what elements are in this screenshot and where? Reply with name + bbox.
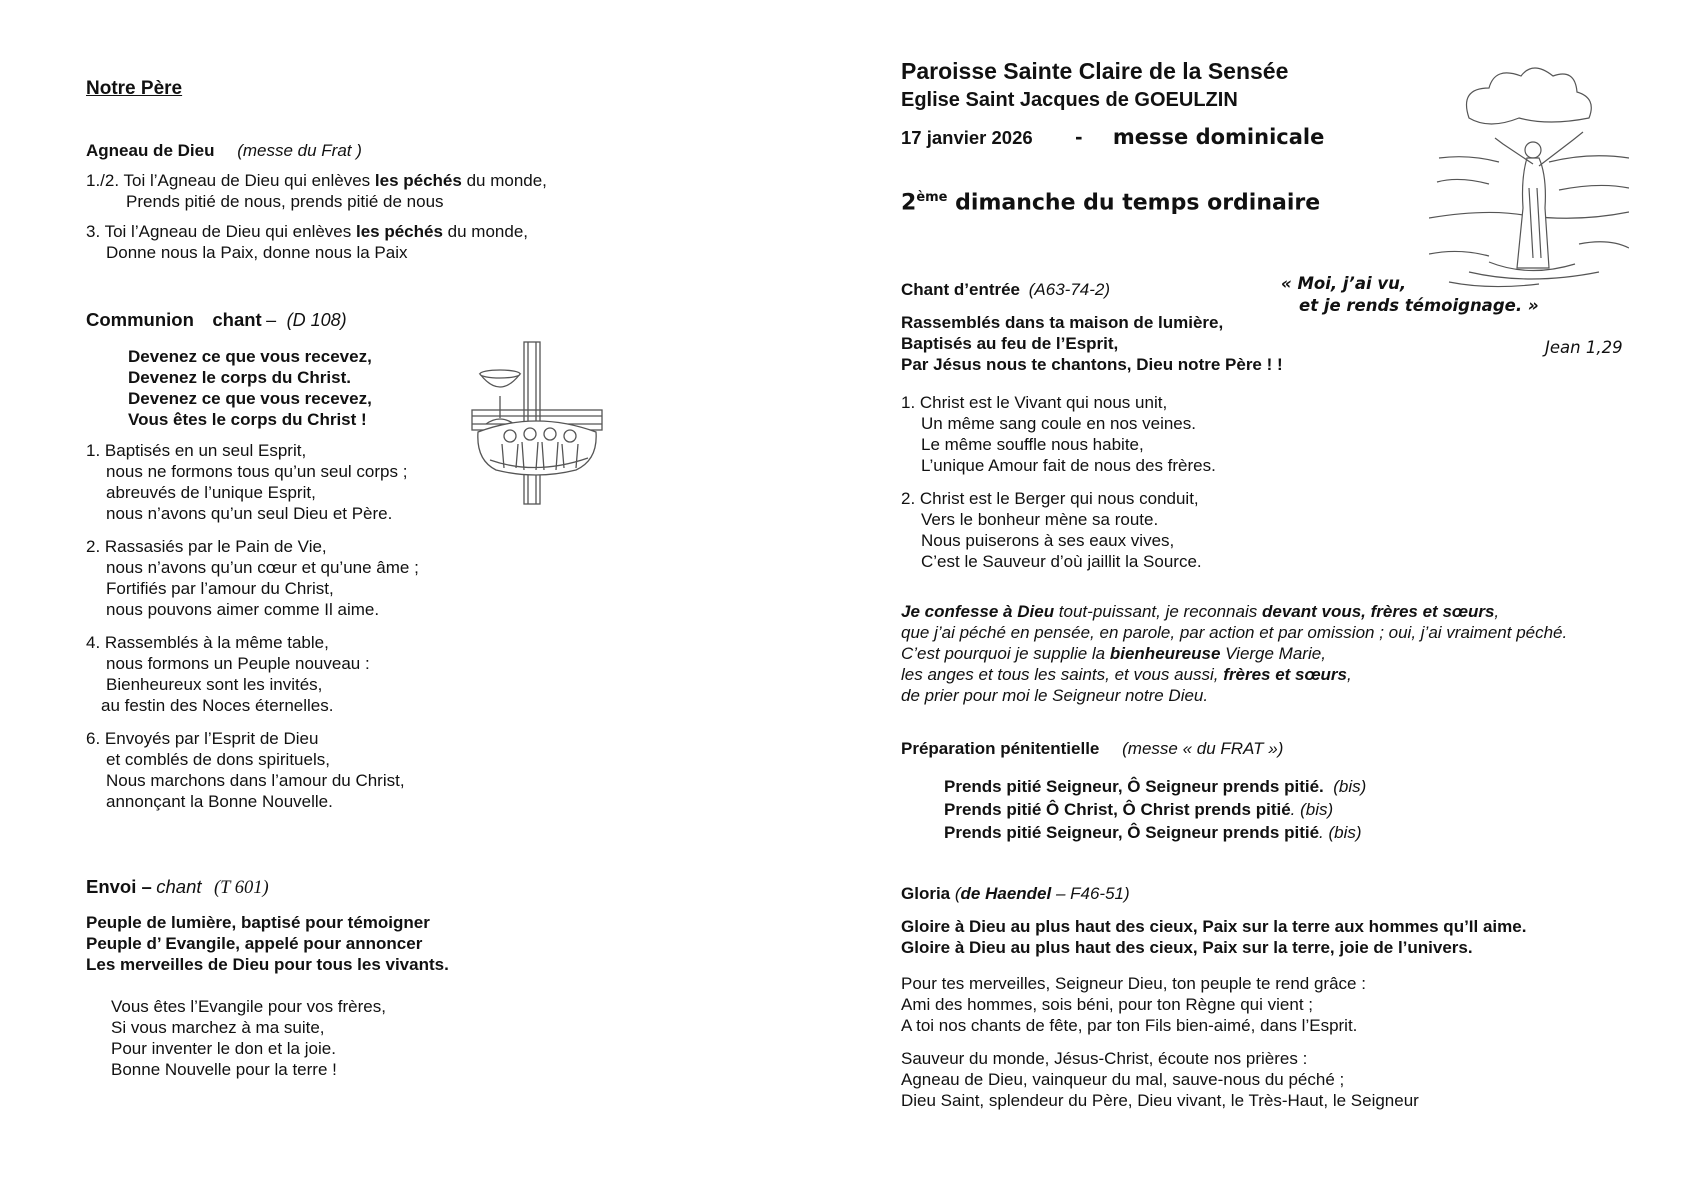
- mass-date: 17 janvier 2026: [901, 127, 1033, 148]
- mass-date-line: [901, 124, 1324, 150]
- communion-verses: [86, 440, 419, 812]
- envoi-ref: (T 601): [213, 878, 269, 898]
- penitentielle-line-3: Prends pitié Seigneur, Ô Seigneur prends pitié. (bis): [944, 823, 1362, 842]
- penitentielle-line-1: Prends pitié Seigneur, Ô Seigneur prends pitié. (bis): [944, 777, 1367, 796]
- confiteor-line-4: les anges et tous les saints, et vous aussi, frères et sœurs,: [901, 665, 1352, 684]
- confiteor: [901, 601, 1567, 706]
- penitentielle-ref: (messe « du FRAT »): [1122, 739, 1284, 758]
- envoi-refrain: Peuple de lumière, baptisé pour témoigner Peuple d’ Evangile, appelé pour annoncer Les merveilles de Dieu pour tous les vivants.: [86, 913, 449, 974]
- envoi-chant: chant: [156, 876, 202, 897]
- gloria-verse-1: Pour tes merveilles, Seigneur Dieu, ton peuple te rend grâce : Ami des hommes, sois béni, pour ton Règne qui vient ; A toi nos chants de fête, par ton Fils bien-aimé, dans l’Esprit.: [901, 974, 1366, 1035]
- communion-ref: (D 108): [286, 310, 347, 330]
- gloria-verse-2: Sauveur du monde, Jésus-Christ, écoute nos prières : Agneau de Dieu, vainqueur du mal, sauve-nous du péché ; Dieu Saint, splendeur du Père, Dieu vivant, le Très-Haut, le Seigneur: [901, 1049, 1419, 1110]
- communion-dash: –: [266, 310, 277, 330]
- sunday-title: 2ème dimanche du temps ordinaire: [901, 190, 1321, 216]
- entree-ref: (A63-74-2): [1028, 280, 1111, 299]
- communion-verse-4: 4. Rassemblés à la même table, nous formons un Peuple nouveau : Bienheureux sont les invités, au festin des Noces éternelles.: [86, 633, 370, 715]
- penitentielle-lines: [944, 775, 1366, 844]
- mass-dash: -: [1075, 124, 1083, 149]
- left-page: [0, 0, 841, 1190]
- quote-line-2: et je rends témoignage. »: [1299, 296, 1539, 315]
- communion-verse-2: 2. Rassasiés par le Pain de Vie, nous n’avons qu’un cœur et qu’une âme ; Fortifiés par l’amour du Christ, nous pouvons aimer comme Il aime.: [86, 537, 419, 619]
- parish-name: Paroisse Sainte Claire de la Sensée: [901, 58, 1289, 84]
- confiteor-line-5: de prier pour moi le Seigneur notre Dieu.: [901, 686, 1209, 705]
- communion-refrain: Devenez ce que vous recevez, Devenez le corps du Christ. Devenez ce que vous recevez, Vous êtes le corps du Christ !: [128, 347, 372, 429]
- quote-line-1: « Moi, j’ai vu,: [1281, 274, 1407, 293]
- church-name: Eglise Saint Jacques de GOEULZIN: [901, 89, 1238, 111]
- agneau-note: (messe du Frat ): [237, 141, 362, 160]
- entree-verses: [901, 392, 1216, 572]
- baptism-illustration: [1429, 58, 1629, 290]
- entree-verse-2: 2. Christ est le Berger qui nous conduit, Vers le bonheur mène sa route. Nous puiserons à ses eaux vives, C’est le Sauveur d’où jaillit la Source.: [901, 489, 1202, 571]
- entree-verse-1: 1. Christ est le Vivant qui nous unit, Un même sang coule en nos veines. Le même souffle nous habite, L’unique Amour fait de nous des frères.: [901, 393, 1216, 475]
- chalice-cross-illustration: [466, 340, 608, 508]
- gloria-heading: [901, 884, 1130, 904]
- agneau-verse-3-line2: Donne nous la Paix, donne nous la Paix: [106, 243, 408, 262]
- mass-type: messe dominicale: [1112, 125, 1325, 149]
- penitentielle-title: Préparation pénitentielle: [901, 739, 1100, 758]
- gloria-ref: (de Haendel – F46-51): [954, 884, 1130, 903]
- envoi-verse: Vous êtes l’Evangile pour vos frères, Si vous marchez à ma suite, Pour inventer le don et la joie. Bonne Nouvelle pour la terre !: [111, 997, 386, 1079]
- entree-title: Chant d’entrée: [901, 280, 1021, 299]
- penitentielle-heading: [901, 739, 1283, 759]
- entree-heading: [901, 280, 1110, 300]
- gospel-quote: [1281, 273, 1539, 317]
- confiteor-line-2: que j’ai péché en pensée, en parole, par action et par omission ; oui, j’ai vraiment péché.: [901, 623, 1568, 642]
- communion-title: Communion: [86, 309, 194, 330]
- gloria-title: Gloria: [901, 884, 951, 903]
- agneau-verse-1-line2: Prends pitié de nous, prends pitié de nous: [126, 192, 444, 211]
- agneau-verse-3: 3. Toi l’Agneau de Dieu qui enlèves les péchés du monde,: [86, 222, 528, 241]
- gloria-refrain: Gloire à Dieu au plus haut des cieux, Paix sur la terre aux hommes qu’Il aime. Gloire à Dieu au plus haut des cieux, Paix sur la terre, joie de l’univers.: [901, 917, 1527, 957]
- confiteor-line-3: C’est pourquoi je supplie la bienheureuse Vierge Marie,: [901, 644, 1326, 663]
- agneau-title: Agneau de Dieu: [86, 141, 215, 160]
- agneau-section: [86, 140, 547, 263]
- notre-pere-heading: Notre Père: [86, 78, 183, 99]
- communion-verse-6: 6. Envoyés par l’Esprit de Dieu et comblés de dons spirituels, Nous marchons dans l’amour du Christ, annonçant la Bonne Nouvelle.: [86, 729, 405, 811]
- agneau-verse-1: 1./2. Toi l’Agneau de Dieu qui enlèves les péchés du monde,: [86, 171, 547, 190]
- entree-refrain: Rassemblés dans ta maison de lumière, Baptisés au feu de l’Esprit, Par Jésus nous te chantons, Dieu notre Père ! !: [901, 313, 1283, 374]
- quote-reference: Jean 1,29: [1545, 338, 1623, 357]
- right-page: [841, 0, 1683, 1190]
- confiteor-line-1: Je confesse à Dieu tout-puissant, je reconnais devant vous, frères et sœurs,: [901, 602, 1500, 621]
- communion-verse-1: 1. Baptisés en un seul Esprit, nous ne formons tous qu’un seul corps ; abreuvés de l’unique Esprit, nous n’avons qu’un seul Dieu et Père.: [86, 441, 408, 523]
- communion-chant: chant: [212, 309, 262, 330]
- penitentielle-line-2: Prends pitié Ô Christ, Ô Christ prends pitié. (bis): [944, 800, 1334, 819]
- envoi-title: Envoi –: [86, 876, 152, 897]
- communion-heading: [86, 308, 347, 332]
- gloria-verses: [901, 973, 1419, 1111]
- envoi-heading: [86, 875, 269, 899]
